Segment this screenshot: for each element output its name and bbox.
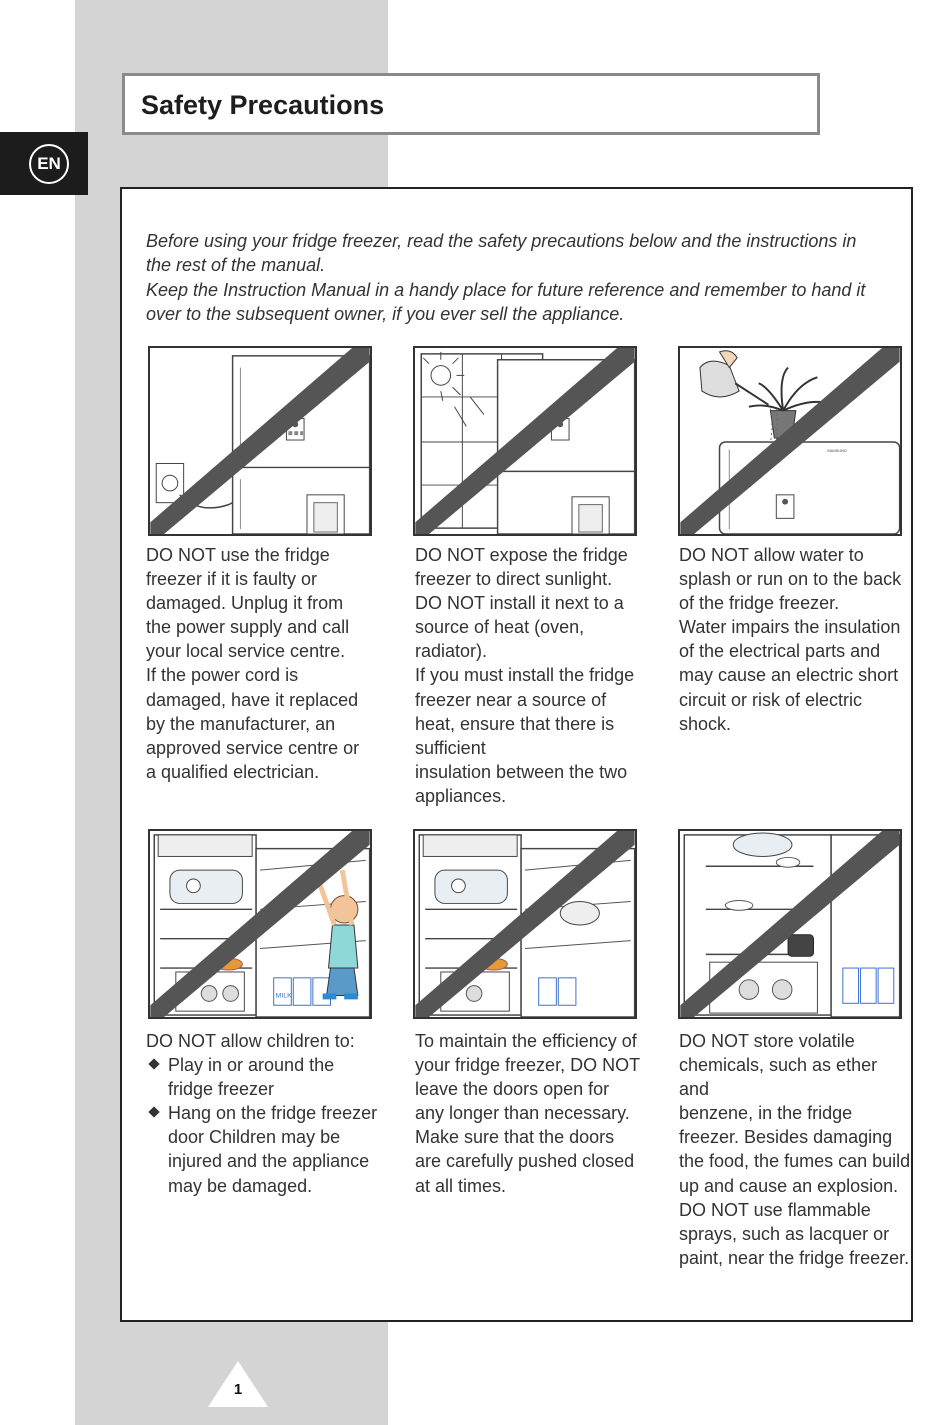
text-line: DO NOT allow water to: [679, 545, 864, 565]
section-volatile-chemicals: [679, 1029, 911, 1270]
text-line: a qualified electrician.: [146, 761, 320, 782]
text-line: splash or run on to the back: [679, 569, 902, 590]
diamond-bullet-icon: [148, 1058, 159, 1069]
text-line: chemicals, such as ether and: [679, 1055, 878, 1100]
text-line: of the fridge freezer.: [679, 593, 840, 614]
section-faulty-power: [146, 543, 396, 784]
watering-can-icon: [680, 348, 900, 534]
title-box: [122, 73, 820, 135]
text-line: sufficient: [415, 737, 486, 758]
text-line: radiator).: [415, 641, 488, 662]
text-line: Make sure that the doors: [415, 1127, 615, 1148]
fridge-brand-label: SAMSUNG: [827, 447, 847, 453]
child-hanging-icon: [150, 831, 370, 1017]
page-number: 1: [233, 1381, 243, 1398]
diamond-bullet-icon: [148, 1107, 159, 1118]
text-line: any longer than necessary.: [415, 1103, 630, 1124]
text-line: source of heat (oven,: [415, 617, 585, 638]
text-line: insulation between the two: [415, 761, 628, 782]
text-line: of the electrical parts and: [679, 641, 881, 662]
text-line: freezer to direct sunlight.: [415, 569, 613, 590]
text-line: DO NOT use the fridge: [146, 545, 330, 565]
text-line: damaged. Unplug it from: [146, 593, 344, 614]
text-line: your local service centre.: [146, 641, 346, 662]
text-line: DO NOT expose the fridge: [415, 545, 628, 565]
illustration-water-splash: [678, 346, 902, 536]
text-line: Hang on the fridge freezer: [168, 1103, 378, 1124]
page-title: Safety Precautions: [141, 90, 385, 120]
text-line: heat, ensure that there is: [415, 713, 615, 734]
text-line: damaged, have it replaced: [146, 689, 359, 710]
text-line: freezer near a source of: [415, 689, 607, 710]
intro-text: [146, 229, 866, 327]
sunlight-icon: [415, 348, 635, 534]
section-sunlight: [415, 543, 665, 808]
text-line: circuit or risk of electric: [679, 689, 863, 710]
text-line: DO NOT store volatile: [679, 1031, 855, 1051]
text-line: door Children may be: [168, 1127, 341, 1148]
text-line: are carefully pushed closed: [415, 1151, 635, 1172]
text-line: by the manufacturer, an: [146, 713, 336, 734]
text-line: injured and the appliance: [168, 1151, 370, 1172]
bullet-item: [146, 1053, 396, 1101]
text-line: appliances.: [415, 785, 507, 806]
text-line: Play in or around the: [168, 1055, 335, 1076]
illustration-faulty-power: [148, 346, 372, 536]
text-line: Water impairs the insulation: [679, 617, 901, 638]
language-badge: EN: [29, 144, 69, 184]
open-fridge-icon: [415, 831, 635, 1017]
illustration-children: [148, 829, 372, 1019]
intro-paragraph: Keep the Instruction Manual in a handy place for future reference and remember to hand it over to the subsequent owner, if you ever sell the appliance.: [146, 279, 866, 325]
illustration-sunlight: [413, 346, 637, 536]
text-line: may be damaged.: [168, 1175, 313, 1196]
text-line: approved service centre or: [146, 737, 360, 758]
text-line: To maintain the efficiency of: [415, 1031, 637, 1051]
text-line: DO NOT install it next to a: [415, 593, 624, 614]
illustration-door-open: [413, 829, 637, 1019]
text-line: DO NOT use flammable: [679, 1199, 871, 1220]
section-door-open: [415, 1029, 665, 1198]
illustration-volatile-chemicals: [678, 829, 902, 1019]
text-line: leave the doors open for: [415, 1079, 610, 1100]
text-line: sprays, such as lacquer or: [679, 1223, 890, 1244]
text-line: your fridge freezer, DO NOT: [415, 1055, 641, 1076]
text-line: If the power cord is: [146, 665, 299, 686]
text-line: the food, the fumes can build: [679, 1151, 911, 1172]
bullet-list: [146, 1053, 396, 1198]
section-intro-line: DO NOT allow children to:: [146, 1031, 355, 1051]
text-line: may cause an electric short: [679, 665, 899, 686]
text-line: freezer. Besides damaging: [679, 1127, 893, 1148]
text-line: up and cause an explosion.: [679, 1175, 899, 1196]
text-line: shock.: [679, 713, 732, 734]
faulty-power-icon: [150, 348, 370, 534]
text-line: benzene, in the fridge: [679, 1103, 853, 1124]
chemicals-fridge-icon: [680, 831, 900, 1017]
text-line: If you must install the fridge: [415, 665, 635, 686]
section-water-splash: [679, 543, 909, 736]
section-children: [146, 1029, 396, 1198]
carton-label: MILK: [275, 992, 292, 1000]
text-line: freezer if it is faulty or: [146, 569, 318, 590]
intro-paragraph: Before using your fridge freezer, read the safety precautions below and the instructions in the rest of the manual.: [146, 231, 857, 276]
text-line: the power supply and call: [146, 617, 350, 638]
text-line: at all times.: [415, 1175, 507, 1196]
text-line: paint, near the fridge freezer.: [679, 1247, 910, 1268]
bullet-item: [146, 1101, 396, 1197]
text-line: fridge freezer: [168, 1079, 275, 1100]
